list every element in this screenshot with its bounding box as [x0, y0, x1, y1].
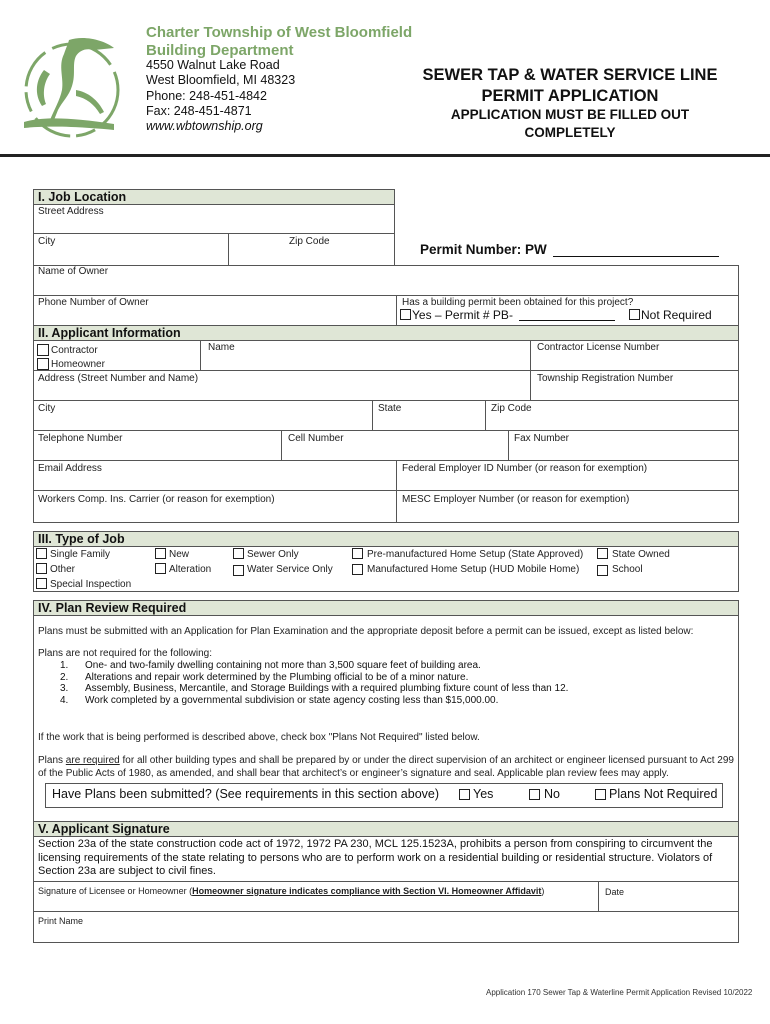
applicant-name-field[interactable]: Name	[208, 342, 235, 353]
footer-text: Application 170 Sewer Tap & Waterline Permit Application Revised 10/2022	[486, 988, 753, 997]
section-applicant-heading: II. Applicant Information	[33, 325, 739, 341]
divider	[530, 340, 531, 371]
permit-not-required-label: Not Required	[641, 308, 712, 322]
divider	[33, 911, 739, 912]
dept-name: Building Department	[146, 42, 294, 59]
form-subtitle-line-2: COMPLETELY	[524, 125, 616, 140]
print-name-field[interactable]: Print Name	[38, 916, 84, 926]
cell-field[interactable]: Cell Number	[288, 433, 344, 444]
township-logo	[14, 30, 134, 140]
signature-field[interactable]: Signature of Licensee or Homeowner (Homeowner signature indicates compliance with Section VI. Homeowner Affidavit)	[38, 886, 545, 896]
applicant-city-field[interactable]: City	[38, 403, 56, 414]
permit-question: Has a building permit been obtained for this project?	[402, 297, 634, 308]
org-name: Charter Township of West Bloomfield	[146, 24, 413, 41]
alteration-checkbox[interactable]	[155, 563, 166, 574]
divider	[396, 295, 397, 326]
license-number-field[interactable]: Contractor License Number	[537, 342, 660, 353]
special-inspection-checkbox[interactable]	[36, 578, 47, 589]
manufactured-checkbox[interactable]	[352, 564, 363, 575]
workers-comp-field[interactable]: Workers Comp. Ins. Carrier (or reason for exemption)	[38, 494, 275, 505]
list-item: 3. Assembly, Business, Mercantile, and Storage Buildings with a required plumbing fixture count of less than 12.	[60, 683, 569, 695]
permit-yes-label: Yes – Permit # PB-	[412, 308, 513, 322]
township-registration-field[interactable]: Township Registration Number	[537, 373, 674, 384]
list-item: 4. Work completed by a governmental subdivision or state agency costing less than $15,000.00.	[60, 695, 499, 707]
divider	[281, 430, 282, 461]
sewer-only-label: Sewer Only	[247, 549, 299, 560]
state-owned-label: State Owned	[612, 549, 670, 560]
mesc-field[interactable]: MESC Employer Number (or reason for exemption)	[402, 494, 630, 505]
zip-field[interactable]: Zip Code	[289, 236, 330, 247]
new-label: New	[169, 549, 190, 560]
applicant-row-4	[33, 430, 739, 461]
owner-box	[33, 265, 739, 296]
applicant-state-field[interactable]: State	[378, 403, 402, 414]
section-job-location-heading: I. Job Location	[33, 189, 395, 205]
plans-yes-label: Yes	[473, 787, 494, 801]
plans-no-label: No	[544, 787, 560, 801]
fein-field[interactable]: Federal Employer ID Number (or reason for exemption)	[402, 463, 648, 474]
list-item: 2. Alterations and repair work determined by the Plumbing official to be of a minor nature.	[60, 671, 469, 683]
plans-question-label: Have Plans been submitted? (See requirements in this section above)	[52, 787, 440, 801]
contractor-label: Contractor	[51, 345, 98, 356]
fax-line: Fax: 248-451-4871	[146, 104, 252, 118]
state-owned-checkbox[interactable]	[597, 548, 608, 559]
divider	[33, 881, 739, 882]
permit-number-input-line[interactable]	[553, 256, 719, 257]
water-service-checkbox[interactable]	[233, 565, 244, 576]
section-plan-review-heading: IV. Plan Review Required	[33, 600, 739, 616]
email-field[interactable]: Email Address	[38, 463, 102, 474]
address-line-1: 4550 Walnut Lake Road	[146, 58, 280, 72]
website-line[interactable]: www.wbtownship.org	[146, 119, 263, 133]
divider	[508, 430, 509, 461]
divider	[396, 490, 397, 523]
section-job-type-heading: III. Type of Job	[33, 531, 739, 547]
telephone-field[interactable]: Telephone Number	[38, 433, 123, 444]
divider	[372, 400, 373, 431]
header-divider	[0, 154, 770, 157]
address-line-2: West Bloomfield, MI 48323	[146, 73, 296, 87]
pb-number-line[interactable]	[519, 320, 615, 321]
fax-field[interactable]: Fax Number	[514, 433, 570, 444]
other-label: Other	[50, 564, 76, 575]
other-checkbox[interactable]	[36, 563, 47, 574]
school-checkbox[interactable]	[597, 565, 608, 576]
premanufactured-label: Pre-manufactured Home Setup (State Approved)	[367, 549, 584, 560]
permit-not-required-checkbox[interactable]	[629, 309, 640, 320]
date-field[interactable]: Date	[605, 887, 625, 897]
plans-not-required-heading: Plans are not required for the following:	[38, 648, 212, 659]
homeowner-checkbox[interactable]	[37, 358, 49, 370]
check-box-note: If the work that is being performed is described above, check box "Plans Not Required" listed below.	[38, 732, 480, 743]
single-family-label: Single Family	[50, 549, 111, 560]
manufactured-label: Manufactured Home Setup (HUD Mobile Home)	[367, 564, 580, 575]
homeowner-label: Homeowner	[51, 359, 105, 370]
divider	[598, 881, 599, 911]
new-checkbox[interactable]	[155, 548, 166, 559]
owner-name-field[interactable]: Name of Owner	[38, 266, 109, 277]
plans-yes-checkbox[interactable]	[459, 789, 470, 800]
form-title-line-2: PERMIT APPLICATION	[481, 87, 659, 105]
list-item: 1. One- and two-family dwelling containing not more than 3,500 square feet of building area.	[60, 660, 481, 671]
contractor-checkbox[interactable]	[37, 344, 49, 356]
form-subtitle-line-1: APPLICATION MUST BE FILLED OUT	[450, 107, 690, 122]
school-label: School	[612, 564, 643, 575]
divider	[396, 460, 397, 491]
premanufactured-checkbox[interactable]	[352, 548, 363, 559]
sewer-only-checkbox[interactable]	[233, 548, 244, 559]
owner-phone-field[interactable]: Phone Number of Owner	[38, 297, 149, 308]
permit-yes-checkbox[interactable]	[400, 309, 411, 320]
divider	[485, 400, 486, 431]
divider	[530, 370, 531, 401]
exemption-list	[60, 660, 730, 707]
section-signature-heading: V. Applicant Signature	[33, 821, 739, 837]
water-service-label: Water Service Only	[247, 564, 333, 575]
plan-review-intro: Plans must be submitted with an Application for Plan Examination and the appropriate deposit before a permit can be issued, except as listed below:	[38, 626, 694, 637]
city-field[interactable]: City	[38, 236, 56, 247]
plans-not-required-checkbox[interactable]	[595, 789, 606, 800]
applicant-zip-field[interactable]: Zip Code	[491, 403, 532, 414]
plans-required-paragraph: Plans are required for all other building types and shall be prepared by or under the direct supervision of an architect or engineer licensed pursuant to Act 299 of the Public Acts of 1980, as amended, and shall bear that architect’s or engineer’s signature and seal. Applicable plan review fees may apply.	[38, 755, 734, 779]
applicant-address-field[interactable]: Address (Street Number and Name)	[38, 373, 199, 384]
single-family-checkbox[interactable]	[36, 548, 47, 559]
alteration-label: Alteration	[169, 564, 212, 575]
plans-no-checkbox[interactable]	[529, 789, 540, 800]
divider	[33, 233, 395, 234]
special-inspection-label: Special Inspection	[50, 579, 132, 590]
divider	[228, 233, 229, 266]
phone-line: Phone: 248-451-4842	[146, 89, 267, 103]
form-title-line-1: SEWER TAP & WATER SERVICE LINE	[422, 66, 718, 84]
permit-number-label: Permit Number: PW	[420, 242, 547, 257]
street-address-field[interactable]: Street Address	[38, 206, 104, 217]
divider	[200, 340, 201, 371]
plans-not-required-label: Plans Not Required	[609, 787, 718, 801]
statute-text: Section 23a of the state construction code act of 1972, 1972 PA 230, MCL 125.1523A, prohibits a person from conspiring to circumvent the licensing requirements of the state relating to persons who are to perform work on a residential building or residential structure. Violators of Section 23a are subject to civil fines.	[38, 838, 713, 877]
